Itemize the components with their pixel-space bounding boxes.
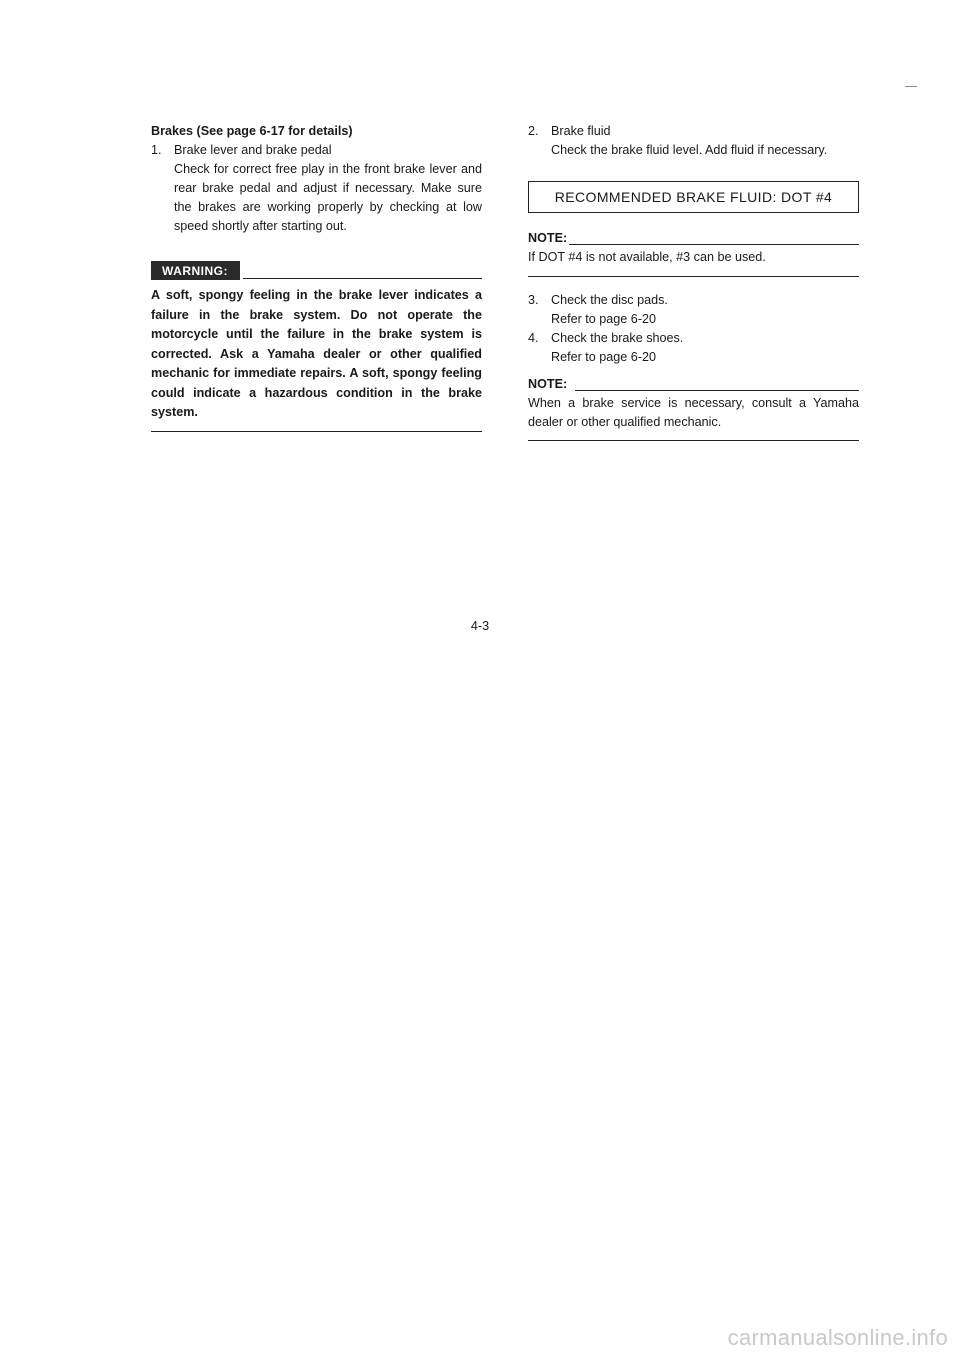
item-title: Brake fluid bbox=[551, 124, 611, 138]
note-header-rule bbox=[575, 390, 859, 391]
item-4-body: Refer to page 6-20 bbox=[551, 350, 657, 364]
warning-badge: WARNING: bbox=[151, 261, 240, 280]
list-item-2 bbox=[528, 122, 859, 141]
list-item-3 bbox=[528, 291, 859, 310]
note-text: When a brake service is necessary, consult a Yamaha dealer or other qualified mechanic. bbox=[528, 396, 859, 429]
item-title: Check the disc pads. bbox=[551, 293, 668, 307]
warning-text: A soft, spongy feeling in the brake lever indicates a failure in the brake system. Do not operate the motorcycle until the failure in the brake system is corrected. Ask a Yamaha dealer or other qualified mechanic for immediate repairs. A soft, spongy feeling could indicate a hazardous condition in the brake system. bbox=[151, 288, 482, 419]
warning-header-rule bbox=[243, 278, 482, 279]
note-end-rule bbox=[528, 440, 859, 441]
left-column bbox=[151, 122, 482, 432]
note-text: If DOT #4 is not available, #3 can be used. bbox=[528, 250, 766, 264]
list-item-4 bbox=[528, 329, 859, 348]
item-number: 2. bbox=[528, 124, 539, 138]
brakes-heading: Brakes (See page 6-17 for details) bbox=[151, 124, 353, 138]
item-2-body: Check the brake fluid level. Add fluid if necessary. bbox=[551, 143, 828, 157]
item-number: 3. bbox=[528, 293, 539, 307]
note-label: NOTE: bbox=[528, 377, 568, 391]
note-end-rule bbox=[528, 276, 859, 277]
watermark: carmanualsonline.info bbox=[727, 1325, 948, 1350]
item-number: 4. bbox=[528, 331, 539, 345]
item-title: Brake lever and brake pedal bbox=[174, 143, 332, 157]
corner-mark bbox=[905, 86, 917, 87]
note-header bbox=[528, 229, 859, 248]
item-3-body: Refer to page 6-20 bbox=[551, 312, 657, 326]
note-header bbox=[528, 375, 859, 394]
note-header-rule bbox=[569, 244, 859, 245]
item-number: 1. bbox=[151, 143, 162, 157]
item-title: Check the brake shoes. bbox=[551, 331, 684, 345]
list-item-1 bbox=[151, 141, 482, 160]
item-1-body: Check for correct free play in the front brake lever and rear brake pedal and adjust if necessary. Make sure the brakes are working properly by checking at low speed shortly after starting out. bbox=[174, 162, 482, 233]
right-column bbox=[528, 122, 859, 441]
page-number: 4-3 bbox=[470, 619, 490, 633]
warning-header bbox=[151, 261, 482, 280]
note-label: NOTE: bbox=[528, 231, 568, 245]
warning-end-rule bbox=[151, 431, 482, 432]
recommended-fluid-box: RECOMMENDED BRAKE FLUID: DOT #4 bbox=[528, 181, 859, 213]
